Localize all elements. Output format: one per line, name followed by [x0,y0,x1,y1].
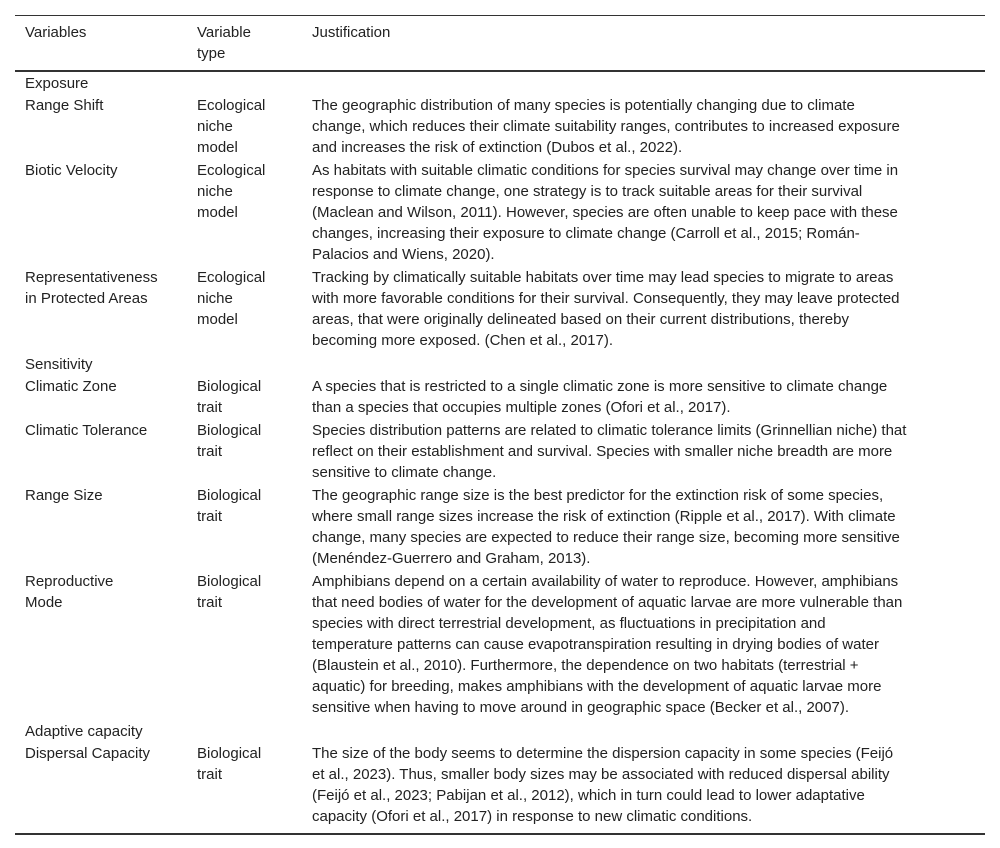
variable-name: Dispersal Capacity [25,745,151,762]
justification-text: The size of the body seems to determine the dispersion capacity in some species (Feijó et al., 2023). Thus, smaller body sizes may be associated with reduced dispersal ability (Feijó et al., 2023; Pabijan et al., 2012), which in turn could lead to lower adaptative capacity (Ofori et al., 2017) in response to new climatic conditions. [312,745,894,825]
section-row-adaptive-capacity [15,720,985,743]
justification-text: The geographic range size is the best predictor for the extinction risk of some species, where small range sizes increase the risk of extinction (Ripple et al., 2017). With climate change, many species are expected to reduce their range size, becoming more sensitive (Menéndez-Guerrero and Graham, 2013). [312,487,900,567]
variables-table [15,15,985,835]
variable-name: Range Size [25,487,103,504]
variable-name: Range Shift [25,97,104,114]
justification-text: A species that is restricted to a single climatic zone is more sensitive to climate change than a species that occupies multiple zones (Ofori et al., 2017). [312,378,888,416]
justification-text: The geographic distribution of many species is potentially changing due to climate change, which reduces their climate suitability ranges, contributes to increased exposure and increases the risk of extinction (Dubos et al., 2022). [312,97,900,156]
section-title: Adaptive capacity [25,723,143,740]
justification-text: Tracking by climatically suitable habitats over time may lead species to migrate to areas with more favorable conditions for their survival. Consequently, they may leave protected areas, that were originally delineated based on their current distributions, thereby becoming more exposed. (Chen et al., 2017). [312,269,900,349]
variable-type: Biological trait [197,745,262,783]
variable-type: Ecological niche model [197,162,266,221]
header-justification: Justification [312,24,391,41]
header-variables: Variables [25,24,87,41]
variable-name: Biotic Velocity [25,162,118,179]
table-row [15,571,985,718]
justification-text: As habitats with suitable climatic conditions for species survival may change over time in response to climate change, one strategy is to track suitable areas for their survival (Maclean and Wilson, 2011). However, species are often unable to keep pace with these changes, increasing their exposure to climate change (Carroll et al., 2015; Román- Palacios and Wiens, 2020). [312,162,899,263]
table-row [15,95,985,158]
variable-name: Representativeness in Protected Areas [25,269,158,307]
variable-type: Ecological niche model [197,97,266,156]
table-row [15,160,985,265]
table-bottom-rule [15,833,985,835]
variable-name: Reproductive Mode [25,573,114,611]
table-header-row [15,16,985,70]
table-row [15,485,985,569]
section-row-sensitivity [15,353,985,376]
variable-name: Climatic Tolerance [25,422,148,439]
table-row [15,267,985,351]
section-row-exposure [15,72,985,95]
table-row [15,743,985,827]
variable-type: Biological trait [197,422,262,460]
justification-text: Species distribution patterns are related to climatic tolerance limits (Grinnellian niche) that reflect on their establishment and survival. Species with smaller niche breadth are more sensitive to climate change. [312,422,907,481]
variable-type: Biological trait [197,573,262,611]
header-variable-type: Variable type [197,24,251,62]
section-title: Exposure [25,75,89,92]
variable-name: Climatic Zone [25,378,117,395]
variable-type: Biological trait [197,378,262,416]
variable-type: Ecological niche model [197,269,266,328]
justification-text: Amphibians depend on a certain availability of water to reproduce. However, amphibians that need bodies of water for the development of aquatic larvae are more vulnerable than species with direct terrestrial development, as fluctuations in precipitation and temperature patterns can cause evapotranspiration resulting in drying bodies of water (Blaustein et al., 2010). Furthermore, the dependence on two habitats (terrestrial + aquatic) for breeding, makes amphibians with the development of aquatic larvae more sensitive when having to move around in geographic space (Becker et al., 2007). [312,573,903,716]
variable-type: Biological trait [197,487,262,525]
section-title: Sensitivity [25,356,93,373]
table-row [15,420,985,483]
table-row [15,376,985,418]
